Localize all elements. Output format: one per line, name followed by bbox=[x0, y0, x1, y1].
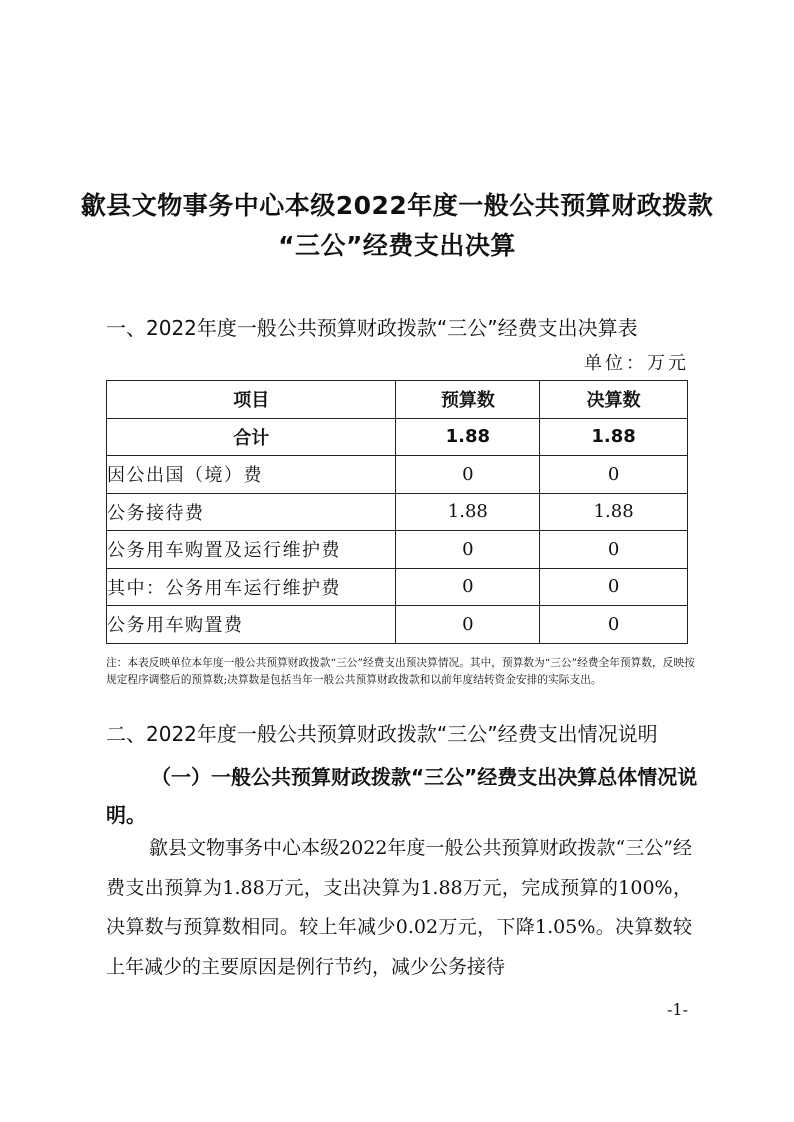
row-budget: 1.88 bbox=[396, 493, 540, 531]
unit-label: 单位：万元 bbox=[584, 353, 689, 374]
section-2-subheading: （一）一般公共预算财政拨款“三公”经费支出决算总体情况说明。 bbox=[106, 765, 698, 827]
row-budget: 0 bbox=[396, 456, 540, 494]
document-title-line-2: “三公”经费支出决算 bbox=[278, 231, 516, 260]
row-final: 0 bbox=[540, 531, 688, 569]
row-label: 公务接待费 bbox=[107, 493, 396, 531]
row-budget: 0 bbox=[396, 531, 540, 569]
budget-table bbox=[106, 380, 688, 644]
table-header-row bbox=[107, 381, 688, 419]
table-row-total bbox=[107, 418, 688, 456]
document-title-line-1: 歙县文物事务中心本级2022年度一般公共预算财政拨款 bbox=[80, 191, 714, 220]
body-paragraph: 歙县文物事务中心本级2022年度一般公共预算财政拨款“三公”经费支出预算为1.88万元，支出决算为1.88万元，完成预算的100%，决算数与预算数相同。较上年减少0.02万元，下降1.05%。决算数较上年减少的主要原因是例行节约，减少公务接待 bbox=[106, 837, 692, 978]
header-budget: 预算数 bbox=[396, 381, 540, 419]
table-note: 注：本表反映单位本年度一般公共预算财政拨款“三公”经费支出预决算情况。其中，预算数为“三公”经费全年预算数，反映按规定程序调整后的预算数;决算数是包括当年一般公共预算财政拨款和以前年度结转资金安排的实际支出。 bbox=[106, 657, 695, 686]
page-number: -1- bbox=[667, 1000, 688, 1019]
table-row bbox=[107, 606, 688, 644]
row-budget: 0 bbox=[396, 606, 540, 644]
section-1-heading: 一、2022年度一般公共预算财政拨款“三公”经费支出决算表 bbox=[106, 316, 638, 340]
row-budget: 1.88 bbox=[396, 418, 540, 456]
header-item: 项目 bbox=[107, 381, 396, 419]
row-final: 0 bbox=[540, 456, 688, 494]
row-final: 0 bbox=[540, 568, 688, 606]
table-row bbox=[107, 456, 688, 494]
row-label: 合计 bbox=[107, 418, 396, 456]
row-label: 公务用车购置及运行维护费 bbox=[107, 531, 396, 569]
row-label: 其中：公务用车运行维护费 bbox=[107, 568, 396, 606]
header-final: 决算数 bbox=[540, 381, 688, 419]
row-budget: 0 bbox=[396, 568, 540, 606]
row-final: 1.88 bbox=[540, 493, 688, 531]
table-row bbox=[107, 568, 688, 606]
row-final: 1.88 bbox=[540, 418, 688, 456]
table-row bbox=[107, 531, 688, 569]
row-label: 公务用车购置费 bbox=[107, 606, 396, 644]
table-row bbox=[107, 493, 688, 531]
section-2-heading: 二、2022年度一般公共预算财政拨款“三公”经费支出情况说明 bbox=[106, 722, 658, 746]
row-label: 因公出国（境）费 bbox=[107, 456, 396, 494]
row-final: 0 bbox=[540, 606, 688, 644]
